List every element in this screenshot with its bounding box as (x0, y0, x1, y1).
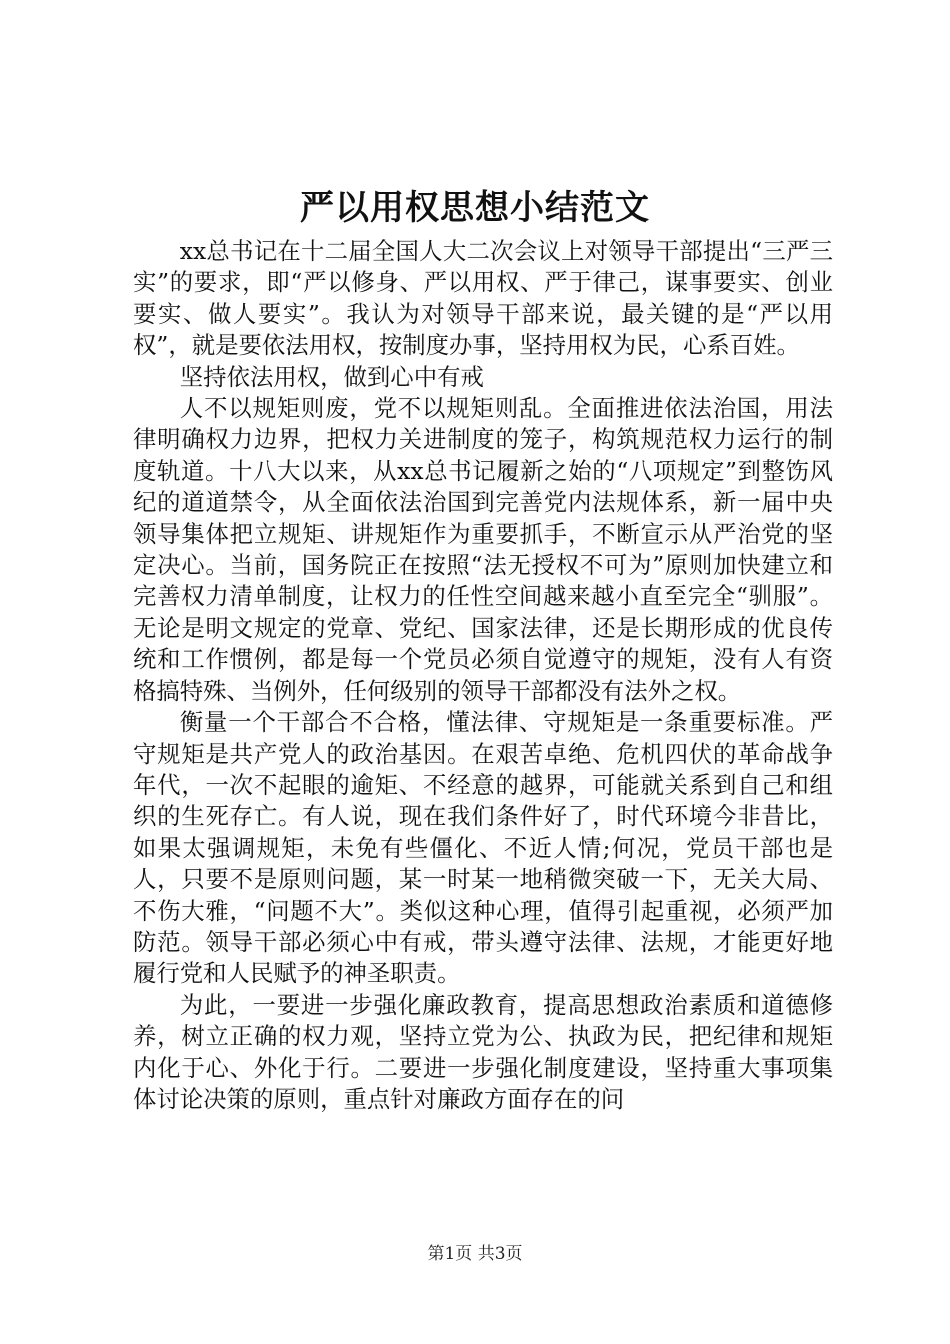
page-number-footer: 第1页 共3页 (427, 1244, 523, 1264)
paragraph-rules: 人不以规矩则废，党不以规矩则乱。全面推进依法治国，用法律明确权力边界，把权力关进制度的笼子，构筑规范权力运行的制度轨道。十八大以来，从xx总书记履新之始的“八项规定”到整饬风纪的道道禁令，从全面依法治国到完善党内法规体系，新一届中央领导集体把立规矩、讲规矩作为重要抓手，不断宣示从严治党的坚定决心。当前，国务院正在按照“法无授权不可为”原则加快建立和完善权力清单制度，让权力的任性空间越来越小直至完全“驯服”。无论是明文规定的党章、党纪、国家法律，还是长期形成的优良传统和工作惯例，都是每一个党员必须自觉遵守的规矩，没有人有资格搞特殊、当例外，任何级别的领导干部都没有法外之权。 (133, 394, 833, 705)
document-title: 严以用权思想小结范文 (300, 188, 650, 228)
paragraph-intro: xx总书记在十二届全国人大二次会议上对领导干部提出“三严三实”的要求，即“严以修身、严以用权、严于律己，谋事要实、创业要实、做人要实”。我认为对领导干部来说，最关键的是“严以用权”，就是要依法用权，按制度办事，坚持用权为民，心系百姓。 (133, 237, 833, 360)
paragraph-standard: 衡量一个干部合不合格，懂法律、守规矩是一条重要标准。严守规矩是共产党人的政治基因。在艰苦卓绝、危机四伏的革命战争年代，一次不起眼的逾矩、不经意的越界，可能就关系到自己和组织的生死存亡。有人说，现在我们条件好了，时代环境今非昔比，如果太强调规矩，未免有些僵化、不近人情;何况，党员干部也是人，只要不是原则问题，某一时某一地稍微突破一下，无关大局、不伤大雅，“问题不大”。类似这种心理，值得引起重视，必须严加防范。领导干部必须心中有戒，带头遵守法律、法规，才能更好地履行党和人民赋予的神圣职责。 (133, 708, 833, 988)
paragraph-measures: 为此，一要进一步强化廉政教育，提高思想政治素质和道德修养，树立正确的权力观，坚持立党为公、执政为民，把纪律和规矩内化于心、外化于行。二要进一步强化制度建设，坚持重大事项集体讨论决策的原则，重点针对廉政方面存在的问 (133, 990, 833, 1113)
section-heading: 坚持依法用权，做到心中有戒 (179, 362, 484, 391)
document-body (133, 236, 833, 1115)
